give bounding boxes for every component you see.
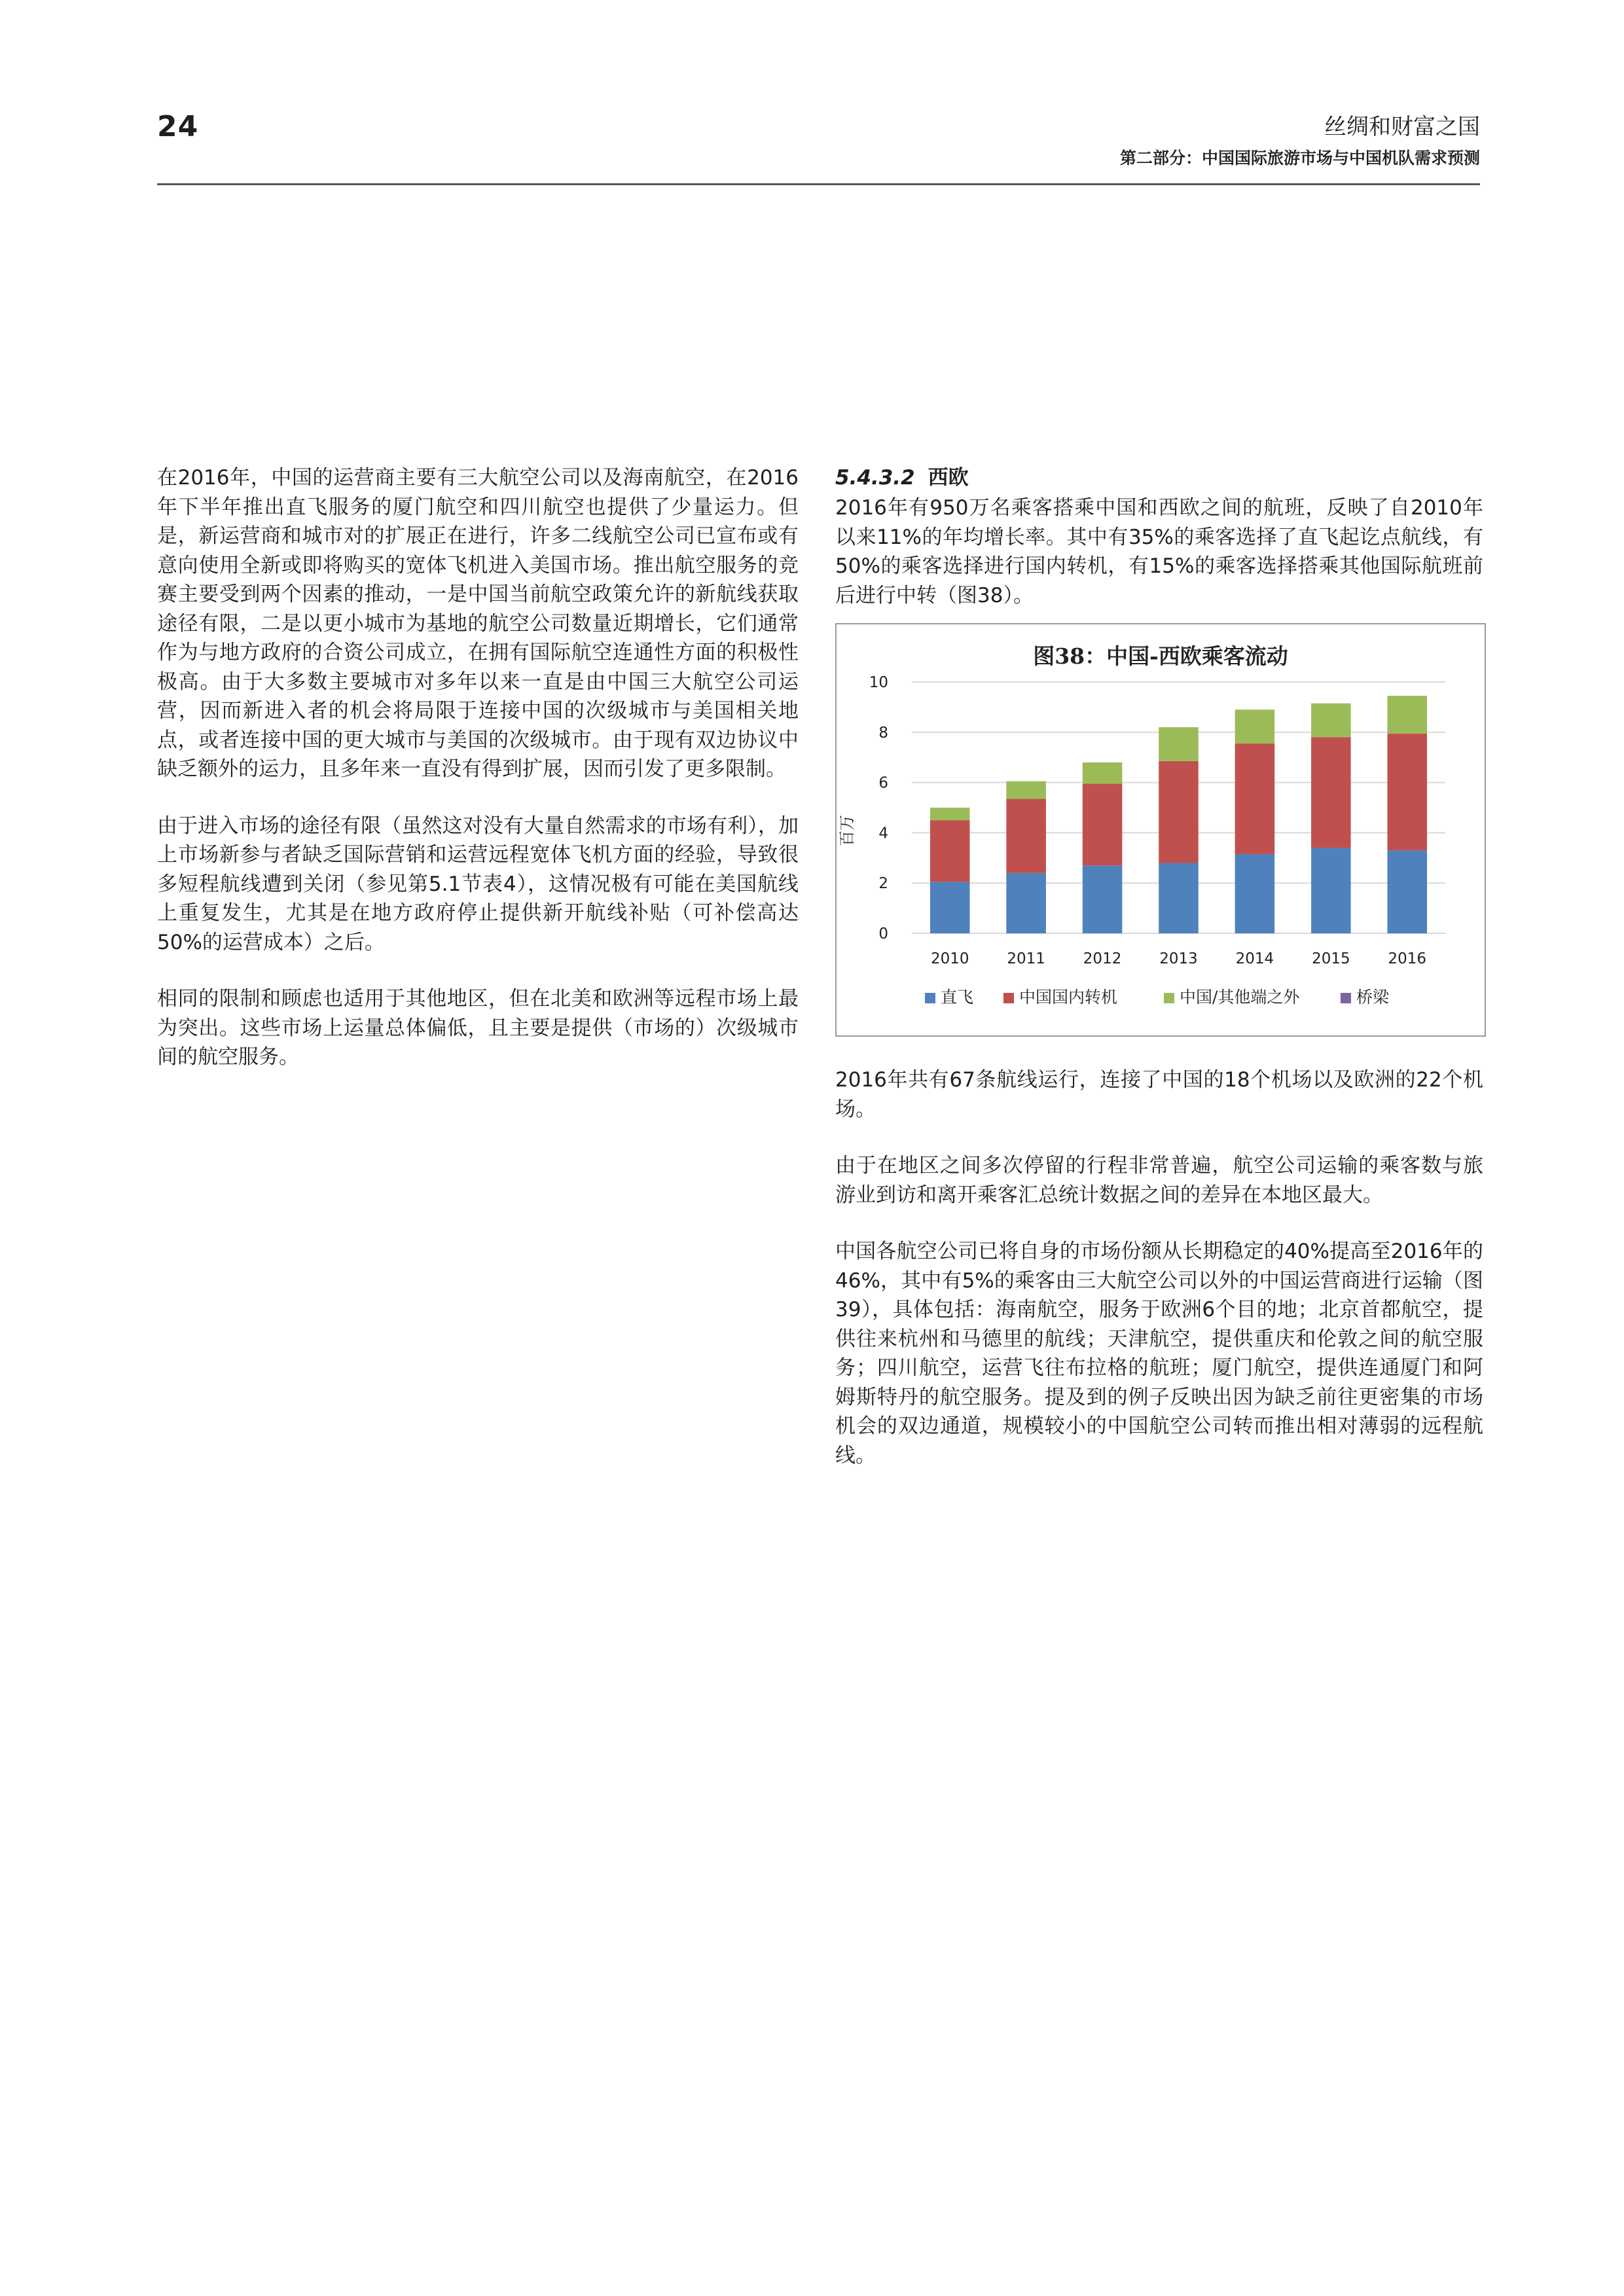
x-tick-label: 2011 xyxy=(1007,950,1045,967)
running-header xyxy=(1120,111,1480,171)
y-tick-label: 4 xyxy=(878,825,888,842)
x-tick-label: 2016 xyxy=(1388,950,1427,967)
legend-swatch xyxy=(1003,993,1014,1003)
bar-segment xyxy=(1083,762,1123,784)
bar-segment xyxy=(930,808,970,820)
legend-label: 中国/其他端之外 xyxy=(1180,988,1300,1007)
y-tick-label: 2 xyxy=(878,875,888,893)
y-tick-label: 8 xyxy=(878,724,888,742)
bar-segment xyxy=(1159,761,1199,863)
left-column xyxy=(157,463,799,1100)
bar-segment xyxy=(1388,696,1428,734)
bar-segment xyxy=(1006,873,1046,933)
legend-label: 中国国内转机 xyxy=(1019,988,1118,1007)
sub-heading xyxy=(835,463,1483,492)
bar-segment xyxy=(1159,863,1199,933)
stacked-bar-chart xyxy=(837,624,1485,1035)
bar-segment xyxy=(1235,709,1275,744)
y-axis-label: 百万 xyxy=(838,815,856,846)
body-paragraph: 中国各航空公司已将自身的市场份额从长期稳定的40%提高至2016年的46%，其中有5%的乘客由三大航空公司以外的中国运营商进行运输（图39），具体包括：海南航空，服务于欧洲6个目的地；北京首都航空，提供往来杭州和马德里的航线；天津航空，提供重庆和伦敦之间的航空服务；四川航空，运营飞往布拉格的航班；厦门航空，提供连通厦门和阿姆斯特丹的航空服务。提及到的例子反映出因为缺乏前往更密集的市场机会的双边通道，规模较小的中国航空公司转而推出相对薄弱的远程航线。 xyxy=(835,1240,1483,1467)
x-tick-label: 2010 xyxy=(930,950,969,967)
body-paragraph: 相同的限制和顾虑也适用于其他地区，但在北美和欧洲等远程市场上最为突出。这些市场上运量总体偏低，且主要是提供（市场的）次级城市间的航空服务。 xyxy=(157,987,799,1069)
bar-segment xyxy=(1235,854,1275,933)
x-tick-label: 2013 xyxy=(1159,950,1198,967)
x-axis-ticks xyxy=(931,950,1426,967)
chart-legend xyxy=(925,988,1390,1007)
bar-segment xyxy=(1083,784,1123,866)
bar-segment xyxy=(930,820,970,882)
sub-heading-name: 西欧 xyxy=(928,466,969,490)
legend-swatch xyxy=(1341,993,1351,1003)
y-axis-ticks xyxy=(869,674,888,942)
bars xyxy=(930,696,1427,933)
document-title: 丝绸和财富之国 xyxy=(1324,114,1480,140)
section-title: 第二部分：中国国际旅游市场与中国机队需求预测 xyxy=(1119,149,1480,168)
bar-segment xyxy=(1235,744,1275,854)
x-tick-label: 2014 xyxy=(1235,950,1274,967)
x-tick-label: 2012 xyxy=(1083,950,1122,967)
body-paragraph: 2016年共有67条航线运行，连接了中国的18个机场以及欧洲的22个机场。 xyxy=(835,1068,1483,1121)
bar-segment xyxy=(1311,737,1351,848)
header-divider xyxy=(157,183,1480,185)
x-tick-label: 2015 xyxy=(1312,950,1350,967)
figure-38-chart xyxy=(835,623,1486,1037)
bar-segment xyxy=(1388,850,1428,933)
legend-swatch xyxy=(925,993,935,1003)
chart-title: 图38：中国-西欧乘客流动 xyxy=(1033,643,1288,669)
bar-segment xyxy=(1083,865,1123,933)
y-tick-label: 10 xyxy=(869,674,888,691)
bar-segment xyxy=(1006,781,1046,799)
legend-swatch xyxy=(1164,993,1174,1003)
bar-segment xyxy=(1388,734,1428,851)
y-tick-label: 0 xyxy=(878,925,888,942)
body-paragraph: 由于进入市场的途径有限（虽然这对没有大量自然需求的市场有利），加上市场新参与者缺乏国际营销和运营远程宽体飞机方面的经验，导致很多短程航线遭到关闭（参见第5.1节表4），这情况极有可能在美国航线上重复发生，尤其是在地方政府停止提供新开航线补贴（可补偿高达50%的运营成本）之后。 xyxy=(157,814,799,954)
sub-heading-number: 5.4.3.2 xyxy=(835,466,915,490)
bar-segment xyxy=(1311,848,1351,933)
right-column xyxy=(835,463,1483,1498)
bar-segment xyxy=(930,882,970,933)
bar-segment xyxy=(1159,727,1199,761)
bar-segment xyxy=(1006,799,1046,873)
legend-label: 桥梁 xyxy=(1356,988,1390,1007)
page-number: 24 xyxy=(157,110,199,143)
bar-segment xyxy=(1311,704,1351,738)
body-paragraph: 由于在地区之间多次停留的行程非常普遍，航空公司运输的乘客数与旅游业到访和离开乘客汇总统计数据之间的差异在本地区最大。 xyxy=(835,1154,1483,1207)
body-paragraph: 在2016年，中国的运营商主要有三大航空公司以及海南航空，在2016年下半年推出直飞服务的厦门航空和四川航空也提供了少量运力。但是，新运营商和城市对的扩展正在进行，许多二线航空公司已宣布或有意向使用全新或即将购买的宽体飞机进入美国市场。推出航空服务的竞赛主要受到两个因素的推动，一是中国当前航空政策允许的新航线获取途径有限，二是以更小城市为基地的航空公司数量近期增长，它们通常作为与地方政府的合资公司成立，在拥有国际航空连通性方面的积极性极高。由于大多数主要城市对多年以来一直是由中国三大航空公司运营，因而新进入者的机会将局限于连接中国的次级城市与美国相关地点，或者连接中国的更大城市与美国的次级城市。由于现有双边协议中缺乏额外的运力，且多年来一直没有得到扩展，因而引发了更多限制。 xyxy=(157,466,799,781)
y-tick-label: 6 xyxy=(878,774,888,792)
intro-paragraph: 2016年有950万名乘客搭乘中国和西欧之间的航班，反映了自2010年以来11%的年均增长率。其中有35%的乘客选择了直飞起讫点航线，有50%的乘客选择进行国内转机，有15%的乘客选择搭乘其他国际航班前后进行中转（图38）。 xyxy=(835,496,1483,607)
legend-label: 直飞 xyxy=(941,988,974,1007)
